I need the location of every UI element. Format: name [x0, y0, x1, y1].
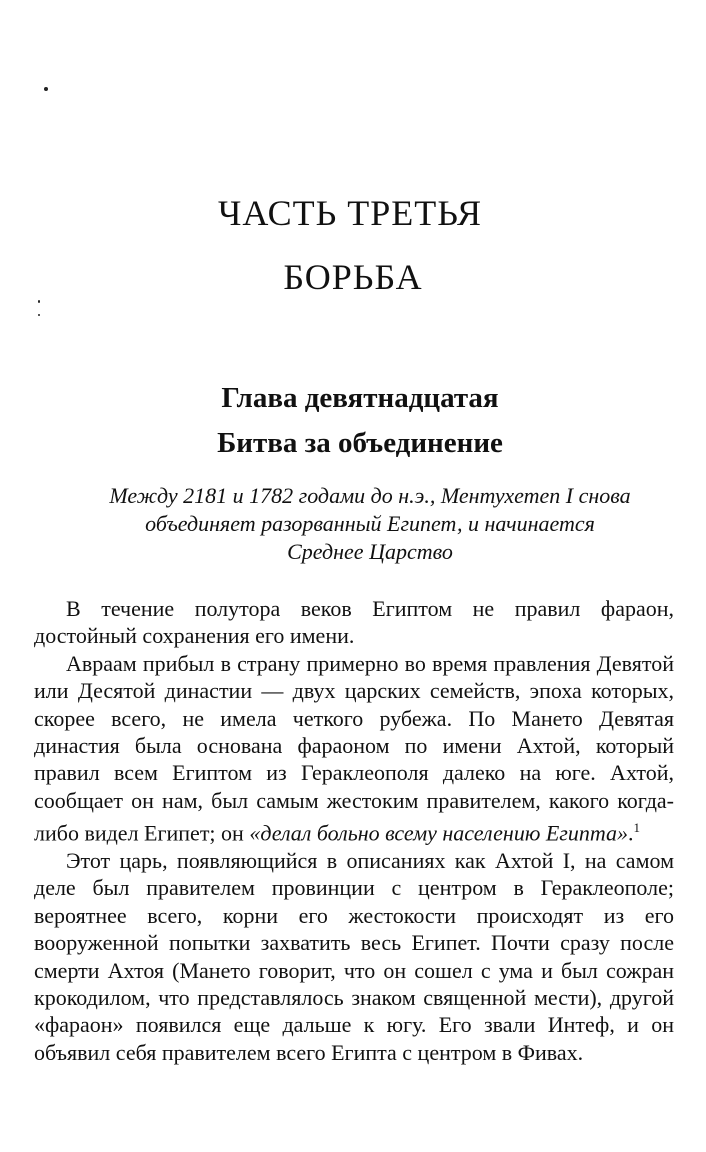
- chapter-number: Глава девятнадцатая: [221, 382, 499, 414]
- quote: «делал больно всему населению Египта»: [249, 820, 629, 846]
- scan-speck: [38, 314, 40, 316]
- part-name: БОРЬБА: [283, 257, 423, 297]
- chapter-title: Битва за объединение: [217, 427, 503, 459]
- epigraph-line: Среднее Царство: [287, 539, 453, 564]
- footnote-marker: 1: [633, 820, 641, 836]
- punctuation: .: [628, 820, 634, 846]
- scan-speck: [44, 87, 48, 91]
- paragraph: [34, 650, 674, 847]
- paragraph: В течение полутора веков Египтом не правил фараон, достойный сохранения его имени.: [34, 596, 674, 649]
- paragraph-text: Авраам прибыл в страну примерно во время правления Девятой или Десятой династии — двух царских семейств, эпоха которых, скорее всего, не имела четкого рубежа. По Мането Девятая династия была основана фараоном по имени Ахтой, который правил всем Египтом из Гераклеополя далеко на юге. Ахтой, сообщает он нам, был самым жестоким правителем, какого когда-либо видел Египет; он: [34, 650, 674, 846]
- epigraph-line: Между 2181 и 1782 годами до н.э., Ментухетеп I снова: [109, 483, 631, 508]
- body-text: [34, 595, 674, 1066]
- epigraph-line: объединяет разорванный Египет, и начинается: [145, 511, 595, 536]
- paragraph: Этот царь, появляющийся в описаниях как Ахтой I, на самом деле был правителем провинции с центром в Гераклеополе; вероятнее всего, корни его жестокости происходят из его вооруженной попытки захватить весь Египет. Почти сразу после смерти Ахтоя (Мането говорит, что он сошел с ума и был сожран крокодилом, что представлялось знаком священной мести), другой «фараон» появился еще дальше к югу. Его звали Интеф, и он объявил себя правителем всего Египта с центром в Фивах.: [34, 847, 674, 1065]
- epigraph: [60, 482, 680, 566]
- part-heading: ЧАСТЬ ТРЕТЬЯ: [217, 193, 483, 233]
- scan-speck: [38, 300, 40, 303]
